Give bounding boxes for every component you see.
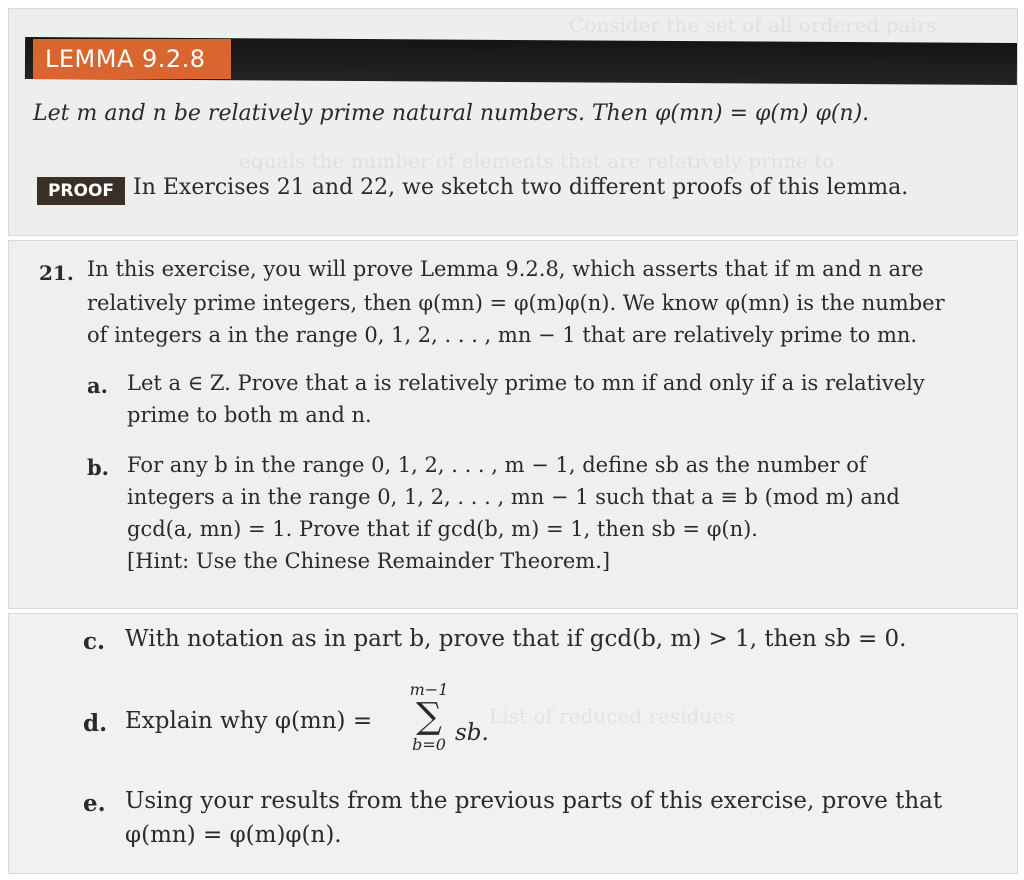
part-c-label: c. [83,628,106,655]
part-a-line: Let a ∈ Z. Prove that a is relatively prime to mn if and only if a is relatively [127,371,925,395]
part-e-line: Using your results from the previous parts of this exercise, prove that [125,788,943,814]
part-a-label: a. [87,373,108,398]
part-e-label: e. [83,790,106,817]
part-b-line: For any b in the range 0, 1, 2, . . . , m − 1, define sb as the number of [127,453,867,477]
lemma-label: LEMMA 9.2.8 [33,39,231,79]
proof-text: In Exercises 21 and 22, we sketch two different proofs of this lemma. [133,175,909,200]
sum-lower-limit: b=0 [412,735,446,754]
part-e-line: φ(mn) = φ(m)φ(n). [125,822,342,848]
sum-upper-limit: m−1 [409,680,449,699]
summation [407,680,451,754]
part-d-line: Explain why φ(mn) = [125,708,373,734]
part-b-line: integers a in the range 0, 1, 2, . . . , mn − 1 such that a ≡ b (mod m) and [127,485,900,509]
proof-label: PROOF [37,177,125,205]
part-b-label: b. [87,455,109,480]
part-b-hint: [Hint: Use the Chinese Remainder Theorem.] [127,549,611,573]
intro-line: relatively prime integers, then φ(mn) = φ(m)φ(n). We know φ(mn) is the number [87,291,945,315]
intro-line: of integers a in the range 0, 1, 2, . . . , mn − 1 that are relatively prime to mn. [87,323,918,347]
sum-term: sb. [455,720,489,746]
sigma-symbol: ∑ [416,696,442,737]
lemma-statement: Let m and n be relatively prime natural numbers. Then φ(mn) = φ(m) φ(n). [33,101,870,126]
part-c-line: With notation as in part b, prove that if gcd(b, m) > 1, then sb = 0. [125,626,907,652]
part-b-line: gcd(a, mn) = 1. Prove that if gcd(b, m) = 1, then sb = φ(n). [127,517,758,541]
exercise-continued-panel: c. With notation as in part b, prove that if gcd(b, m) > 1, then sb = 0. d. Explain why φ(mn) = m−1 ∑ b=0 sb. e. Using your results from the previous parts of this exercise, prove that φ(mn) = φ(m)φ(n). List of reduced residues [8,613,1018,874]
lemma-panel: Consider the set of all ordered pairs LEMMA 9.2.8 Let m and n be relatively prime natural numbers. Then φ(mn) = φ(m) φ(n). equals the number of elements that are relatively prime to PROOF In Exercises 21 and 22, we sketch two different proofs of this lemma. [8,8,1018,236]
exercise-panel [8,240,1018,609]
exercise-number: 21. [39,261,74,285]
part-a-line: prime to both m and n. [127,403,372,427]
intro-line: In this exercise, you will prove Lemma 9.2.8, which asserts that if m and n are [87,257,924,281]
part-d-label: d. [83,710,108,737]
